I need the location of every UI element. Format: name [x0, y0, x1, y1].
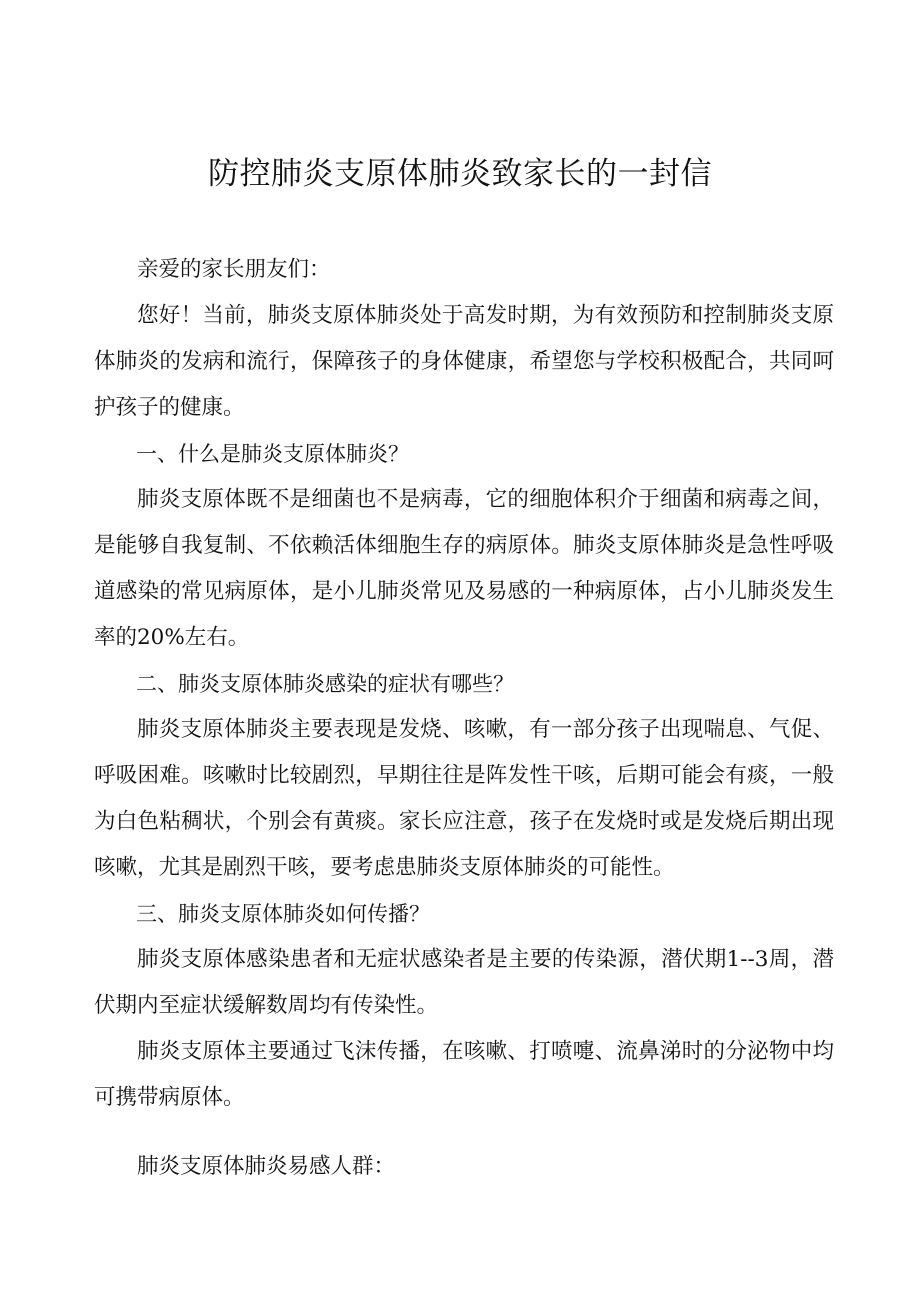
- section-1-paragraph: 肺炎支原体既不是细菌也不是病毒，它的细胞体积介于细菌和病毒之间，是能够自我复制、不依赖活体细胞生存的病原体。肺炎支原体肺炎是急性呼吸道感染的常见病原体，是小儿肺炎常见及易感的一种病原体，占小儿肺炎发生率的20%左右。: [94, 487, 834, 650]
- letter-body: [94, 247, 834, 1190]
- section-3-paragraph-2: 肺炎支原体主要通过飞沫传播，在咳嗽、打喷嚏、流鼻涕时的分泌物中均可携带病原体。: [94, 1039, 834, 1110]
- section-heading-2: 二、肺炎支原体肺炎感染的症状有哪些？: [136, 672, 514, 696]
- trailing-paragraph: 肺炎支原体肺炎易感人群：: [137, 1154, 396, 1179]
- section-heading-3: 三、肺炎支原体肺炎如何传播？: [136, 902, 430, 926]
- section-2-paragraph: 肺炎支原体肺炎主要表现是发烧、咳嗽，有一部分孩子出现喘息、气促、呼吸困难。咳嗽时比较剧烈，早期往往是阵发性干咳，后期可能会有痰，一般为白色粘稠状，个别会有黄痰。家长应注意，孩子在发烧时或是发烧后期出现咳嗽，尤其是剧烈干咳，要考虑患肺炎支原体肺炎的可能性。: [94, 717, 834, 880]
- document-title: 防控肺炎支原体肺炎致家长的一封信: [208, 156, 712, 192]
- greeting: 亲爱的家长朋友们：: [137, 257, 331, 282]
- intro-paragraph: 您好！当前，肺炎支原体肺炎处于高发时期，为有效预防和控制肺炎支原体肺炎的发病和流行，保障孩子的身体健康，希望您与学校积极配合，共同呵护孩子的健康。: [94, 303, 834, 420]
- section-3-paragraph-1: 肺炎支原体感染患者和无症状感染者是主要的传染源，潜伏期1--3周，潜伏期内至症状缓解数周均有传染性。: [94, 947, 834, 1018]
- section-heading-1: 一、什么是肺炎支原体肺炎？: [136, 442, 409, 466]
- paragraph-gap: [94, 1121, 834, 1144]
